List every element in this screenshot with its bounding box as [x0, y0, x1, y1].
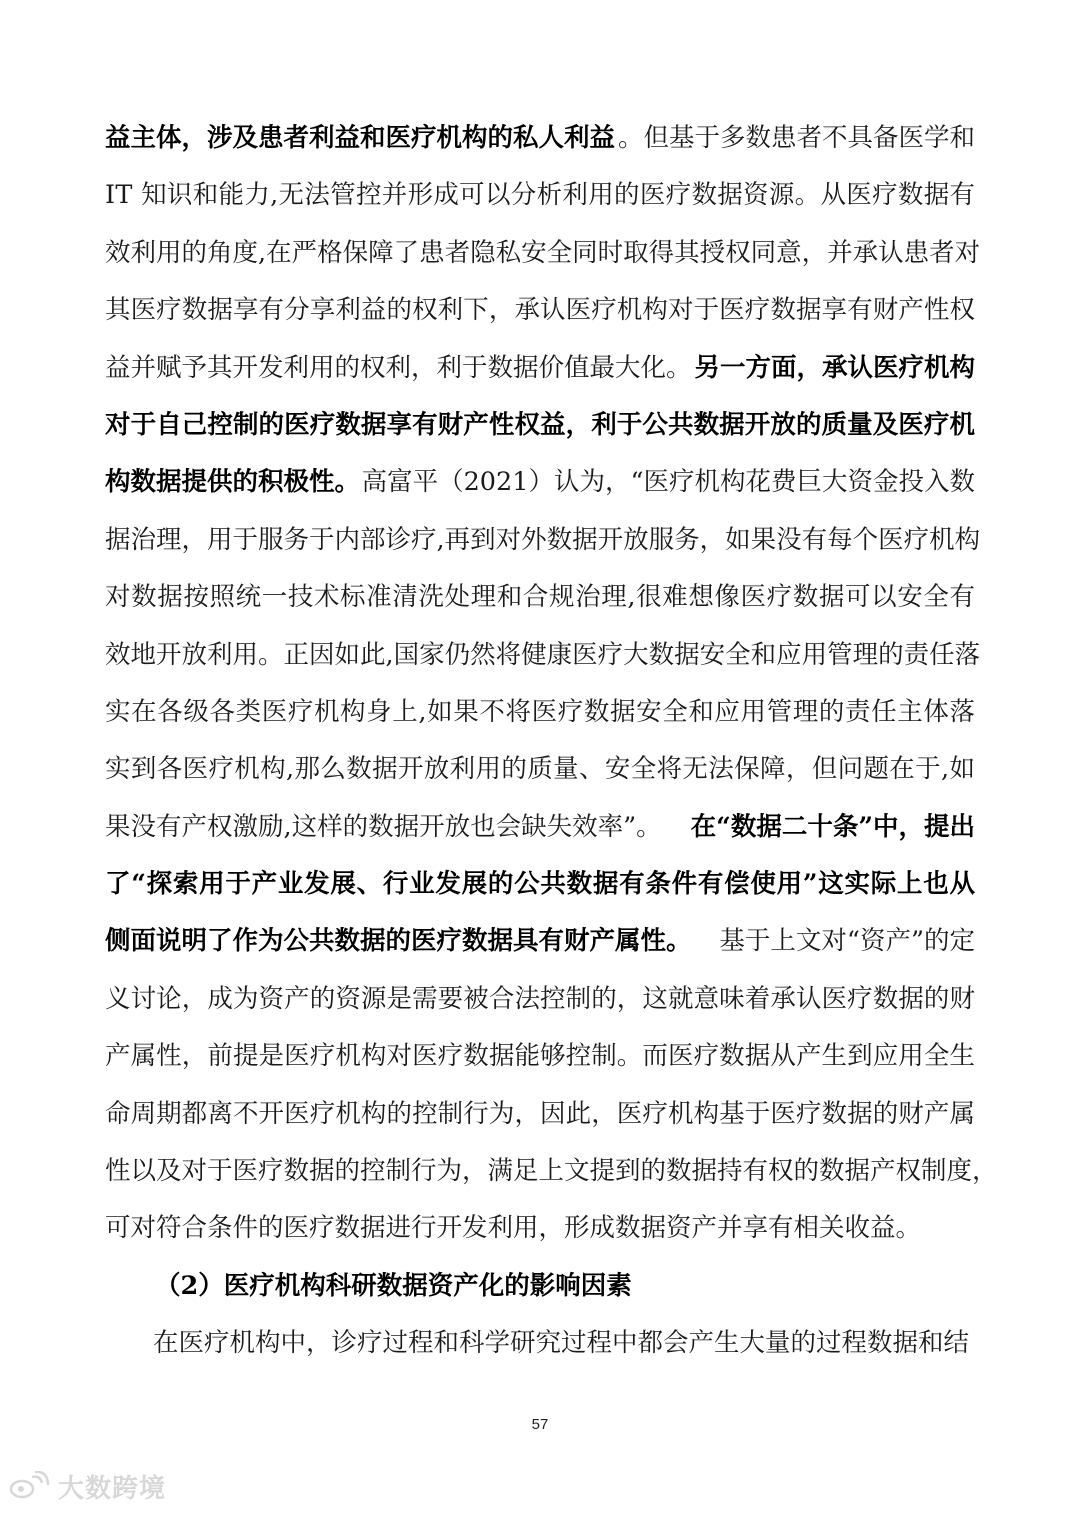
- text-line: [105, 971, 975, 1028]
- text-line: [105, 856, 975, 913]
- text-line: [105, 225, 981, 282]
- text-segment: 效地开放利用。正因如此,国家仍然将健康医疗大数据安全和应用管理的责任落: [105, 639, 981, 670]
- bold-text-segment: 在“数据二十条”中，提出: [690, 811, 975, 842]
- bold-text-segment: （2）医疗机构科研数据资产化的影响因素: [155, 1270, 632, 1301]
- text-line: [105, 282, 975, 339]
- text-line: [105, 340, 975, 397]
- bold-text-segment: 益主体，涉及患者利益和医疗机构的私人利益: [105, 123, 616, 153]
- text-segment: 义讨论，成为资产的资源是需要被合法控制的，这就意味着承认医疗数据的财: [105, 983, 976, 1014]
- bold-text-segment: 另一方面，承认医疗机构: [694, 352, 975, 383]
- body-text: [105, 110, 998, 1373]
- text-segment: 高富平（2021）认为，“医疗机构花费巨大资金投入数: [361, 467, 975, 498]
- bold-text-segment: 了“探索用于产业发展、行业发展的公共数据有条件有偿使用”这实际上也从: [105, 869, 976, 900]
- text-segment: 其医疗数据享有分享利益的权利下，承认医疗机构对于医疗数据享有财产性权: [105, 295, 976, 326]
- text-line: [105, 741, 975, 798]
- text-segment: 据治理，用于服务于内部诊疗,再到对外数据开放服务，如果没有每个医疗机构: [105, 524, 981, 555]
- text-segment: 果没有产权激励,这样的数据开放也会缺失效率”。: [105, 811, 662, 842]
- text-segment: 对数据按照统一技术标准清洗处理和合规治理,很难想像医疗数据可以安全有: [105, 582, 976, 613]
- text-line: [105, 397, 975, 454]
- text-line: [105, 1086, 975, 1143]
- bold-text-segment: 对于自己控制的医疗数据享有财产性权益，利于公共数据开放的质量及医疗机: [105, 409, 976, 440]
- text-line: [105, 1200, 975, 1257]
- text-segment: 命周期都离不开医疗机构的控制行为，因此，医疗机构基于医疗数据的财产属: [105, 1098, 976, 1129]
- text-line: [105, 684, 975, 741]
- page-number: 57: [531, 1416, 549, 1433]
- text-segment: 实在各级各类医疗机构身上,如果不将医疗数据安全和应用管理的责任主体落: [105, 696, 976, 727]
- text-segment: 性以及对于医疗数据的控制行为，满足上文提到的数据持有权的数据产权制度，: [105, 1156, 998, 1187]
- text-segment: 基于上文对“资产”的定: [719, 926, 975, 957]
- text-line: [105, 799, 975, 856]
- bold-text-segment: 侧面说明了作为公共数据的医疗数据具有财产属性。: [105, 926, 692, 957]
- text-segment: 益并赋予其开发利用的权利，利于数据价值最大化。: [105, 352, 692, 383]
- text-line: [105, 627, 981, 684]
- text-segment: IT 知识和能力,无法管控并形成可以分析利用的医疗数据资源。从医疗数据有: [105, 180, 976, 211]
- watermark-text: 大数跨境: [58, 1473, 167, 1504]
- text-segment: 产属性，前提是医疗机构对医疗数据能够控制。而医疗数据从产生到应用全生: [105, 1041, 976, 1072]
- text-segment: 效利用的角度,在严格保障了患者隐私安全同时取得其授权同意，并承认患者对: [105, 237, 981, 268]
- section-heading: [105, 1258, 975, 1315]
- text-line: [105, 569, 975, 626]
- text-line: [105, 167, 975, 224]
- bold-text-segment: 构数据提供的积极性。: [105, 467, 361, 498]
- text-segment: 在医疗机构中，诊疗过程和科学研究过程中都会产生大量的过程数据和结: [153, 1328, 970, 1359]
- weibo-logo-icon: [8, 1471, 52, 1501]
- text-line: [105, 913, 975, 970]
- text-segment: 。但基于多数患者不具备医学和: [617, 123, 975, 153]
- text-line: [105, 1315, 975, 1372]
- text-line: [105, 454, 975, 511]
- text-line: [105, 512, 981, 569]
- text-segment: 可对符合条件的医疗数据进行开发利用，形成数据资产并享有相关收益。: [105, 1213, 922, 1244]
- text-line: [105, 1028, 975, 1085]
- text-segment: 实到各医疗机构,那么数据开放利用的质量、安全将无法保障，但问题在于,如: [105, 754, 976, 785]
- text-line: [105, 1143, 998, 1200]
- text-line: [105, 110, 975, 167]
- watermark: [8, 1466, 166, 1506]
